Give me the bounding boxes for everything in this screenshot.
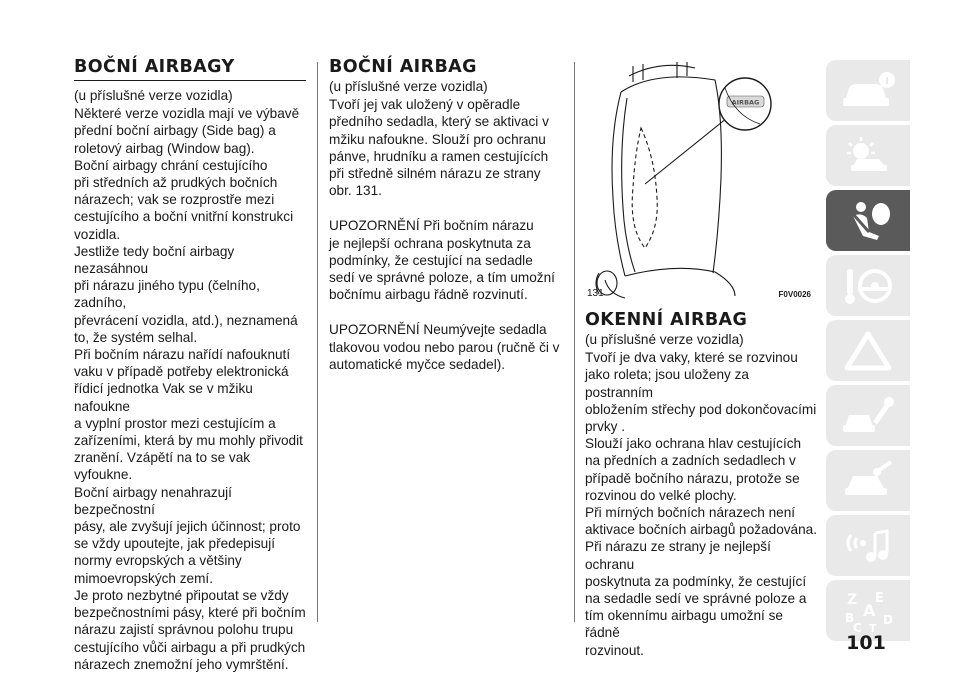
heading-window-airbag: OKENNÍ AIRBAG	[585, 310, 748, 330]
tab-safety[interactable]	[826, 190, 910, 251]
column-divider	[574, 62, 575, 622]
page-number: 101	[846, 632, 886, 654]
svg-text:D: D	[883, 612, 893, 627]
paragraph: Jestliže tedy boční airbagy nezasáhnou při nárazu jiného typu (čelního, zadního, převrácení vozidla, atd.), neznamená to, že systém selhal.	[74, 243, 298, 345]
subtitle-window-airbag: (u příslušné verze vozidla)	[585, 332, 744, 347]
paragraph: Při mírných bočních nárazech není aktivace bočních airbagů požadována.	[585, 505, 818, 538]
column-window-airbag	[585, 309, 817, 659]
car-info-icon	[839, 68, 897, 114]
heading-side-airbags: BOČNÍ AIRBAGY	[74, 57, 235, 77]
warning-triangle-icon	[839, 328, 897, 374]
seat-illustration	[585, 58, 817, 303]
paragraph: Boční airbagy chrání cestujícího při středních až prudkých bočních nárazech; vak se rozprostře mezi cestujícího a boční vnitřní konstrukci vozidla.	[74, 157, 294, 242]
tab-car-info[interactable]	[826, 60, 910, 121]
tab-lights[interactable]	[826, 125, 910, 186]
figure-number: 131	[587, 288, 604, 299]
paragraph: Některé verze vozidla mají ve výbavě přední boční airbagy (Side bag) a roletový airbag (Window bag).	[74, 106, 300, 156]
warning-note: UPOZORNĚNÍ Neumývejte sedadla tlakovou vodou nebo parou (ručně či v automatické myčce sedadel).	[329, 322, 560, 372]
svg-text:T: T	[869, 621, 877, 634]
tab-maintenance[interactable]	[826, 450, 910, 511]
svg-text:B: B	[845, 610, 855, 625]
svg-text:Z: Z	[847, 591, 858, 608]
subtitle-side-airbags: (u příslušné verze vozidla)	[74, 88, 233, 103]
warning-note: UPOZORNĚNÍ Při bočním nárazu je nejlepší ochrana poskytnuta za podmínky, že cestující na sedadle sedí ve správné poloze, a tím umožní bočnímu airbagu řádně rozvinutí.	[329, 218, 555, 303]
lights-icon	[839, 133, 897, 179]
wrench-car-icon	[839, 393, 897, 439]
key-steering-icon	[839, 263, 897, 309]
column-side-airbag	[329, 56, 561, 373]
media-icon	[839, 523, 897, 569]
maintenance-icon	[839, 458, 897, 504]
seatbelt-airbag-icon	[839, 198, 897, 244]
tab-starting[interactable]	[826, 255, 910, 316]
paragraph: Slouží jako ochrana hlav cestujících na předních a zadních sedadlech v případě bočního nárazu, protože se rozvinou do velké plochy.	[585, 436, 802, 503]
svg-text:E: E	[875, 590, 884, 606]
heading-rule	[74, 80, 306, 81]
paragraph: Je proto nezbytné připoutat se vždy bezpečnostními pásy, které při bočním nárazu zajistí správnou polohu trupu cestujícího vůči airbagu a při prudkých nárazech znemožní jeho vymrštění.	[74, 587, 306, 672]
paragraph: Při nárazu ze strany je nejlepší ochranu poskytnuta za podmínky, že cestující na sedadle sedí ve správné poloze a tím okennímu airbagu umožní se řádně rozvinout.	[585, 539, 807, 658]
chapter-tabs	[826, 60, 910, 645]
svg-text:A: A	[863, 600, 876, 620]
svg-text:C: C	[853, 620, 862, 634]
tab-emergency[interactable]	[826, 385, 910, 446]
paragraph: Boční airbagy nenahrazují bezpečnostní pásy, ale zvyšují jejich účinnost; proto se vždy upoutejte, jak předepisují normy evropských a většiny mimoevropských zemí.	[74, 484, 301, 586]
paragraph: Tvoří je dva vaky, které se rozvinou jako roleta; jsou uloženy za postranním obložením střechy pod dokončovacími prvky .	[585, 350, 817, 435]
paragraph: Při bočním nárazu nařídí nafouknutí vaku v případě potřeby elektronická řídicí jednotka Vak se v mžiku nafoukne a vyplní prostor mezi cestujícím a zařízeními, která by mu mohly přivodit zranění. Vzápětí na to se vak vyfoukne.	[74, 347, 303, 483]
heading-side-airbag: BOČNÍ AIRBAG	[329, 57, 477, 77]
figure-seat-airbag	[585, 58, 817, 303]
column-divider	[317, 62, 318, 622]
column-side-airbags	[74, 56, 306, 673]
figure-code: F0V0026	[778, 290, 811, 299]
tab-multimedia[interactable]	[826, 515, 910, 576]
subtitle-side-airbag: (u příslušné verze vozidla)	[329, 79, 488, 94]
paragraph: Tvoří jej vak uložený v opěradle předního sedadla, který se aktivaci v mžiku nafoukne. Slouží pro ochranu pánve, hrudníku a ramen cestujících při středně silném nárazu ze strany obr. 131.	[329, 97, 549, 199]
airbag-label: AIRBAG	[731, 98, 760, 107]
tab-warnings[interactable]	[826, 320, 910, 381]
index-letters-icon	[839, 588, 897, 634]
